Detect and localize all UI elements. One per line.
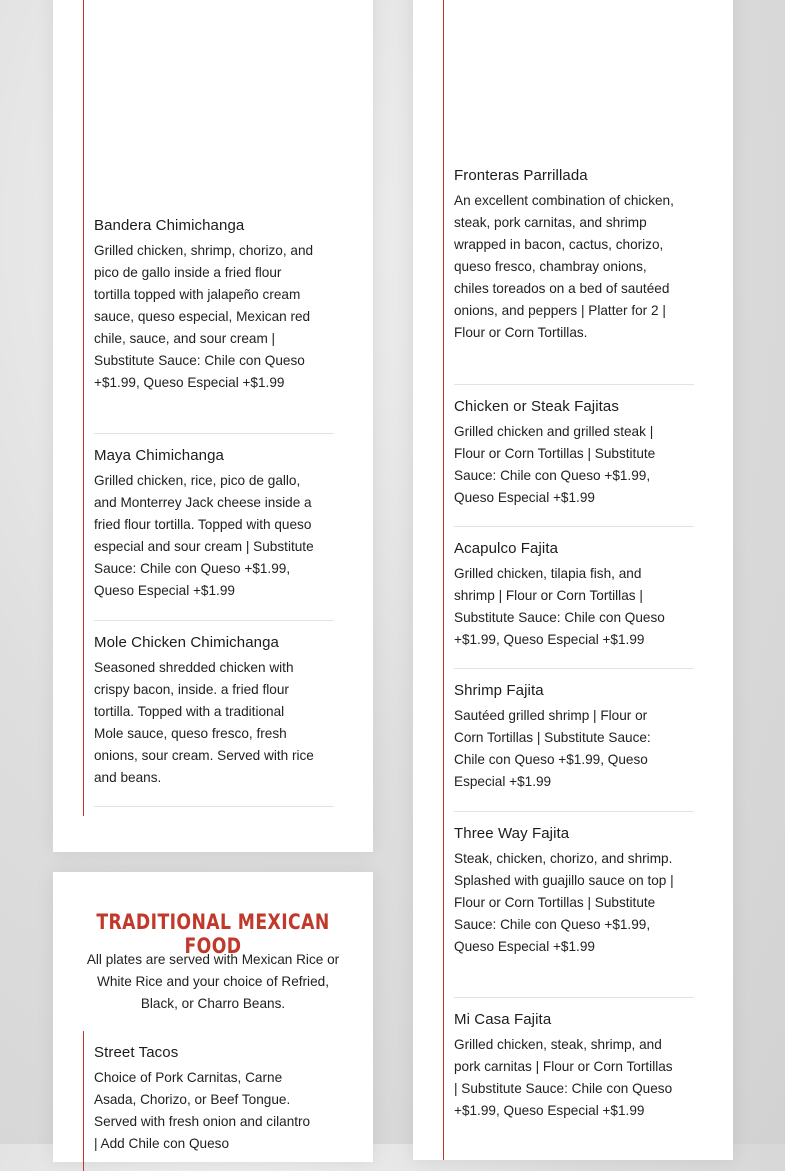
menu-item-description: Grilled chicken, shrimp, chorizo, and pico de gallo inside a fried flour tortilla topped with jalapeño cream sauce, queso especial, Mexican red chile, sauce, and sour cream | Substitute Sauce: Chile con Queso +$1.99, Queso Especial +$1.99 xyxy=(94,243,314,390)
menu-item-title: Acapulco Fajita xyxy=(454,540,559,557)
menu-item-title: Shrimp Fajita xyxy=(454,682,544,699)
menu-item-title: Three Way Fajita xyxy=(454,825,570,842)
menu-item-description: Sautéed grilled shrimp | Flour or Corn Tortillas | Substitute Sauce: Chile con Queso +$1.99, Queso Especial +$1.99 xyxy=(454,708,651,789)
menu-item-title: Fronteras Parrillada xyxy=(454,167,588,184)
section-title: TRADITIONAL MEXICAN FOOD xyxy=(96,910,330,958)
item-divider xyxy=(454,811,694,812)
menu-item xyxy=(94,216,334,394)
item-divider xyxy=(454,526,694,527)
accent-rail xyxy=(83,0,84,816)
accent-rail xyxy=(83,1031,84,1171)
menu-card-traditional xyxy=(53,872,373,1162)
item-divider xyxy=(94,620,334,621)
menu-item-description: Grilled chicken, tilapia fish, and shrimp | Flour or Corn Tortillas | Substitute Sauce: Chile con Queso +$1.99, Queso Especial +$1.99 xyxy=(454,566,665,647)
section-note: All plates are served with Mexican Rice or White Rice and your choice of Refried, Black, or Charro Beans. xyxy=(86,952,340,1011)
item-divider xyxy=(454,997,694,998)
menu-item xyxy=(454,166,694,344)
menu-item-description: Grilled chicken and grilled steak | Flour or Corn Tortillas | Substitute Sauce: Chile con Queso +$1.99, Queso Especial +$1.99 xyxy=(454,424,656,505)
menu-item xyxy=(94,446,334,602)
menu-item xyxy=(454,681,694,793)
menu-item-title: Street Tacos xyxy=(94,1044,179,1061)
menu-item xyxy=(94,1043,334,1155)
menu-item xyxy=(454,539,694,651)
item-divider xyxy=(94,433,334,434)
menu-card-fajitas xyxy=(413,0,733,1160)
item-divider xyxy=(454,668,694,669)
menu-item-description: Choice of Pork Carnitas, Carne Asada, Chorizo, or Beef Tongue. Served with fresh onion and cilantro | Add Chile con Queso xyxy=(94,1070,311,1151)
menu-card-chimichangas xyxy=(53,0,373,852)
menu-item-description: Seasoned shredded chicken with crispy bacon, inside. a fried flour tortilla. Topped with a traditional Mole sauce, queso fresco, fresh onions, sour cream. Served with rice and beans. xyxy=(94,660,314,785)
item-divider xyxy=(454,384,694,385)
accent-rail xyxy=(443,0,444,1160)
menu-item xyxy=(94,633,334,789)
menu-item-description: Grilled chicken, steak, shrimp, and pork carnitas | Flour or Corn Tortillas | Substitute Sauce: Chile con Queso +$1.99, Queso Especial +$1.99 xyxy=(454,1037,673,1118)
menu-item-title: Bandera Chimichanga xyxy=(94,217,245,234)
menu-item-description: An excellent combination of chicken, steak, pork carnitas, and shrimp wrapped in bacon, cactus, chorizo, queso fresco, chambray onions, chiles toreados on a bed of sautéed onions, and peppers | Platter for 2 | Flour or Corn Tortillas. xyxy=(454,193,674,340)
menu-item xyxy=(454,1010,694,1122)
menu-item-title: Mole Chicken Chimichanga xyxy=(94,634,279,651)
menu-item-title: Chicken or Steak Fajitas xyxy=(454,398,619,415)
menu-item xyxy=(454,397,694,509)
menu-item-description: Grilled chicken, rice, pico de gallo, and Monterrey Jack cheese inside a fried flour tortilla. Topped with queso especial and sour cream | Substitute Sauce: Chile con Queso +$1.99, Queso Especial +$1.99 xyxy=(94,473,314,598)
item-divider xyxy=(94,806,334,807)
menu-item-title: Mi Casa Fajita xyxy=(454,1011,552,1028)
menu-item-description: Steak, chicken, chorizo, and shrimp. Splashed with guajillo sauce on top | Flour or Corn Tortillas | Substitute Sauce: Chile con Queso +$1.99, Queso Especial +$1.99 xyxy=(454,851,674,954)
menu-item xyxy=(454,824,694,958)
menu-item-title: Maya Chimichanga xyxy=(94,447,224,464)
